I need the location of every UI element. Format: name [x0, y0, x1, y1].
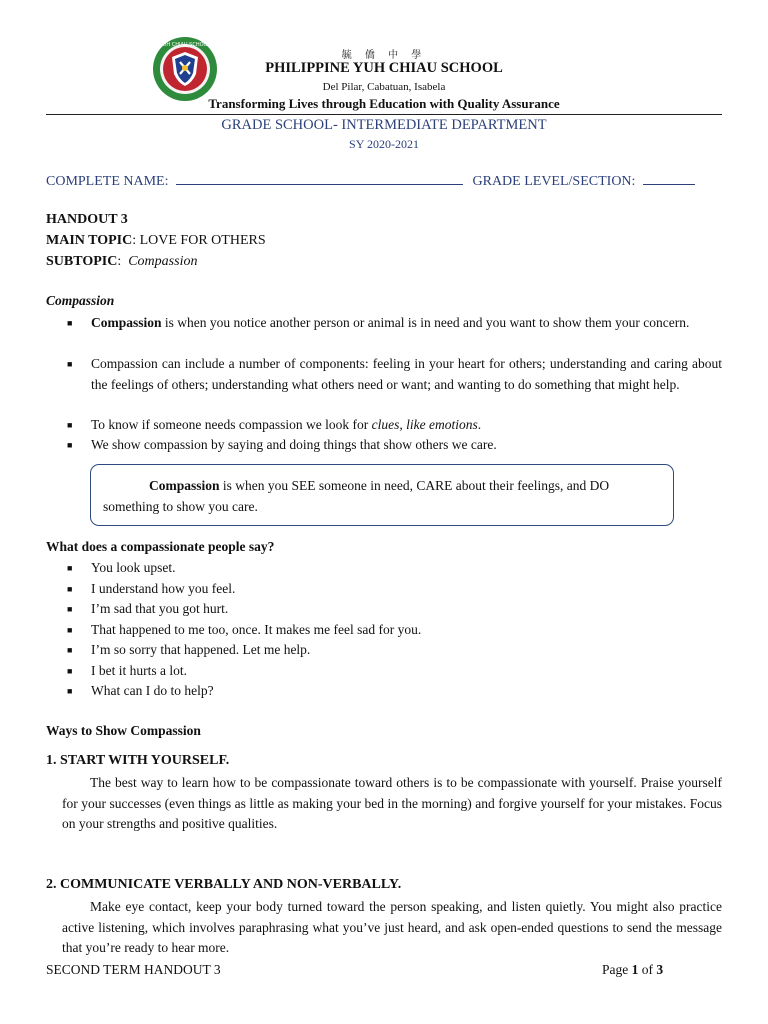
- bullet-italic: clues, like emotions: [371, 417, 478, 432]
- main-topic: [46, 231, 266, 252]
- saying-text: You look upset.: [91, 560, 176, 575]
- main-topic-label: MAIN TOPIC: [46, 233, 133, 248]
- bullet-end: .: [477, 417, 482, 432]
- callout-text: is when you SEE someone in need, CARE about their feelings, and DO something to show you care.: [103, 478, 610, 514]
- bullet-text: is when you notice another person or animal is in need and you want to show them your concern.: [161, 315, 690, 330]
- way-title: 1. START WITH YOURSELF.: [46, 753, 230, 768]
- school-name: PHILIPPINE YUH CHIAU SCHOOL: [265, 60, 503, 76]
- page-number: [602, 962, 663, 978]
- list-item: ■ What can I do to help?: [46, 681, 722, 702]
- saying-text: What can I do to help?: [91, 683, 214, 698]
- subtopic-colon: :: [117, 254, 129, 269]
- main-topic-value: : LOVE FOR OTHERS: [132, 233, 266, 248]
- subtopic-value: Compassion: [128, 254, 198, 269]
- list-item: ■ I understand how you feel.: [46, 579, 722, 600]
- way-body: Make eye contact, keep your body turned toward the person speaking, and listen quietly. You might also practice active listening, which involves paraphrasing what you’ve just heard, and ask open-ended questions to send the message that you’re ready to hear more.: [62, 899, 722, 955]
- department-title: GRADE SCHOOL- INTERMEDIATE DEPARTMENT: [221, 117, 547, 133]
- logo-text: YUH CHIAU SCHOOL: [159, 42, 211, 48]
- saying-text: I’m so sorry that happened. Let me help.: [91, 642, 311, 657]
- list-item: ■ I’m so sorry that happened. Let me help.: [46, 640, 722, 661]
- bullet-text: To know if someone needs compassion we look for: [91, 417, 372, 432]
- list-item: ■ That happened to me too, once. It makes me feel sad for you.: [46, 620, 722, 641]
- bullet-text: Compassion can include a number of components: feeling in your heart for others; understanding and caring about the feelings of others; understanding what others need or want; and wanting to do something that might help.: [91, 356, 722, 392]
- list-item: ■ You look upset.: [46, 558, 722, 579]
- footer-term: SECOND TERM HANDOUT 3: [46, 962, 221, 977]
- grade-level-field[interactable]: [643, 171, 695, 185]
- list-item: ■ Compassion can include a number of components: feeling in your heart for others; understanding and caring about the feelings of others; understanding what others need or want; and wanting to do something that might help.: [46, 354, 722, 395]
- bullet-text: We show compassion by saying and doing things that show others we care.: [91, 437, 497, 452]
- handout-number: HANDOUT 3: [46, 212, 128, 227]
- sayings-heading: What does a compassionate people say?: [46, 539, 275, 554]
- complete-name-label: COMPLETE NAME:: [46, 174, 169, 189]
- saying-text: I bet it hurts a lot.: [91, 663, 187, 678]
- list-item: ■ We show compassion by saying and doing things that show others we care.: [46, 435, 722, 456]
- saying-text: That happened to me too, once. It makes me feel sad for you.: [91, 622, 422, 637]
- subtopic-label: SUBTOPIC: [46, 254, 118, 269]
- ways-heading: Ways to Show Compassion: [46, 723, 201, 738]
- saying-text: I understand how you feel.: [91, 581, 236, 596]
- list-item: ■ I bet it hurts a lot.: [46, 661, 722, 682]
- name-grade-row: [46, 171, 695, 190]
- compassion-heading: Compassion: [46, 293, 115, 308]
- list-item: ■ Compassion is when you notice another person or animal is in need and you want to show them your concern.: [67, 315, 690, 330]
- bullet-bold: Compassion: [91, 315, 162, 330]
- saying-text: I’m sad that you got hurt.: [91, 601, 229, 616]
- school-chinese-name: 毓 僑 中 學: [341, 50, 427, 61]
- list-item: ■ To know if someone needs compassion we look for clues, like emotions.: [67, 417, 482, 432]
- page-label: Page: [602, 962, 632, 977]
- way-title: 2. COMMUNICATE VERBALLY AND NON-VERBALLY.: [46, 877, 402, 892]
- school-year: SY 2020-2021: [349, 137, 419, 151]
- complete-name-field[interactable]: [176, 171, 463, 185]
- header-divider: [46, 114, 722, 115]
- page-total: 3: [656, 962, 664, 977]
- callout-bold: Compassion: [149, 478, 220, 493]
- school-tagline: Transforming Lives through Education with Quality Assurance: [208, 96, 560, 111]
- list-item: ■ I’m sad that you got hurt.: [46, 599, 722, 620]
- page-of: of: [638, 962, 657, 977]
- definition-callout: [90, 464, 674, 526]
- way-body: The best way to learn how to be compassionate toward others is to be compassionate with yourself. Praise yourself for your successes (even things as little as making your bed in the morning) and forgive yourself for your mistakes. Focus on your strengths and positive qualities.: [62, 775, 722, 831]
- school-address: Del Pilar, Cabatuan, Isabela: [322, 81, 446, 93]
- subtopic: [46, 252, 197, 273]
- grade-level-label: GRADE LEVEL/SECTION:: [472, 174, 636, 189]
- page-current: 1: [631, 962, 639, 977]
